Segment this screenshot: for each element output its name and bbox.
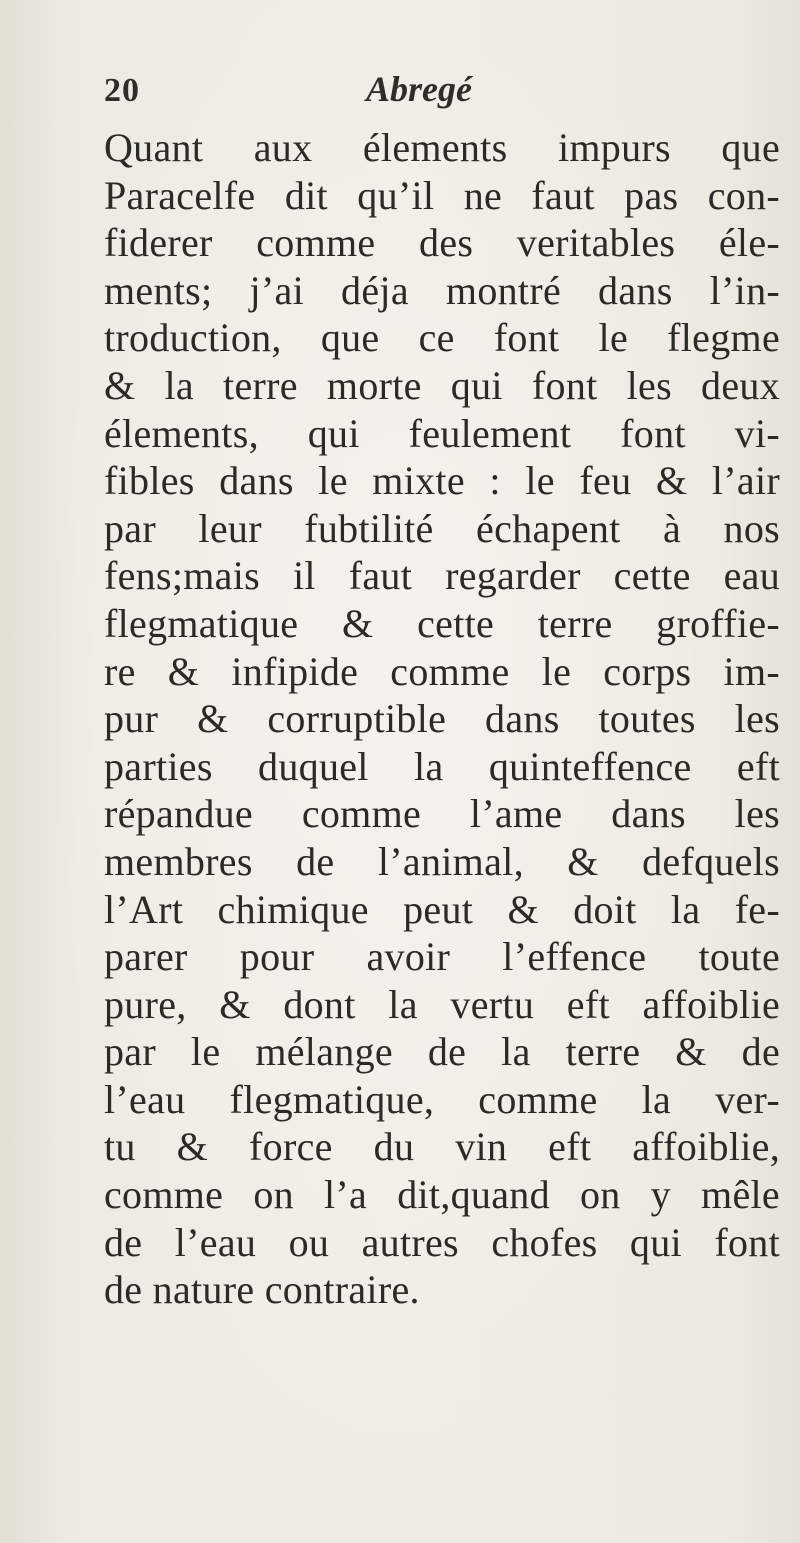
- text-line: de l’eau ou autres chofes qui font: [104, 1219, 780, 1265]
- text-line: tu & force du vin eft affoiblie,: [104, 1124, 780, 1170]
- text-line: troduction, que ce font le flegme: [104, 315, 780, 361]
- text-line: l’eau flegmatique, comme la ver-: [104, 1076, 780, 1122]
- text-line: pure, & dont la vertu eft affoiblie: [104, 981, 780, 1027]
- text-line: l’Art chimique peut & doit la fe-: [104, 886, 780, 932]
- page-number: 20: [104, 72, 140, 109]
- text-line: fens;mais il faut regarder cette eau: [104, 553, 780, 599]
- text-line: membres de l’animal, & defquels: [104, 838, 780, 884]
- text-line: re & infipide comme le corps im-: [104, 648, 780, 694]
- text-line: parties duquel la quinteffence eft: [104, 743, 780, 789]
- body-text: [104, 124, 780, 1314]
- text-line: flegmatique & cette terre groffie-: [104, 600, 780, 646]
- running-head: Abregé: [366, 69, 472, 109]
- text-line: répandue comme l’ame dans les: [104, 791, 780, 837]
- text-line: Paracelfe dit qu’il ne faut pas con-: [104, 172, 780, 218]
- text-line: & la terre morte qui font les deux: [104, 362, 780, 408]
- text-line: parer pour avoir l’effence toute: [104, 934, 780, 980]
- text-line: fiderer comme des veritables éle-: [104, 220, 780, 266]
- text-line: ments; j’ai déja montré dans l’in-: [104, 267, 780, 313]
- page-header: [104, 68, 524, 118]
- text-line: Quant aux élements impurs que: [104, 125, 780, 170]
- text-line: fibles dans le mixte : le feu & l’air: [104, 458, 780, 504]
- text-line: de nature contraire.: [104, 1267, 420, 1313]
- text-line: par le mélange de la terre & de: [104, 1029, 780, 1075]
- text-line: par leur fubtilité échapent à nos: [104, 505, 780, 551]
- text-line: pur & corruptible dans toutes les: [104, 696, 780, 742]
- text-line: comme on l’a dit,quand on y mêle: [104, 1172, 780, 1218]
- text-line: élements, qui feulement font vi-: [104, 410, 780, 456]
